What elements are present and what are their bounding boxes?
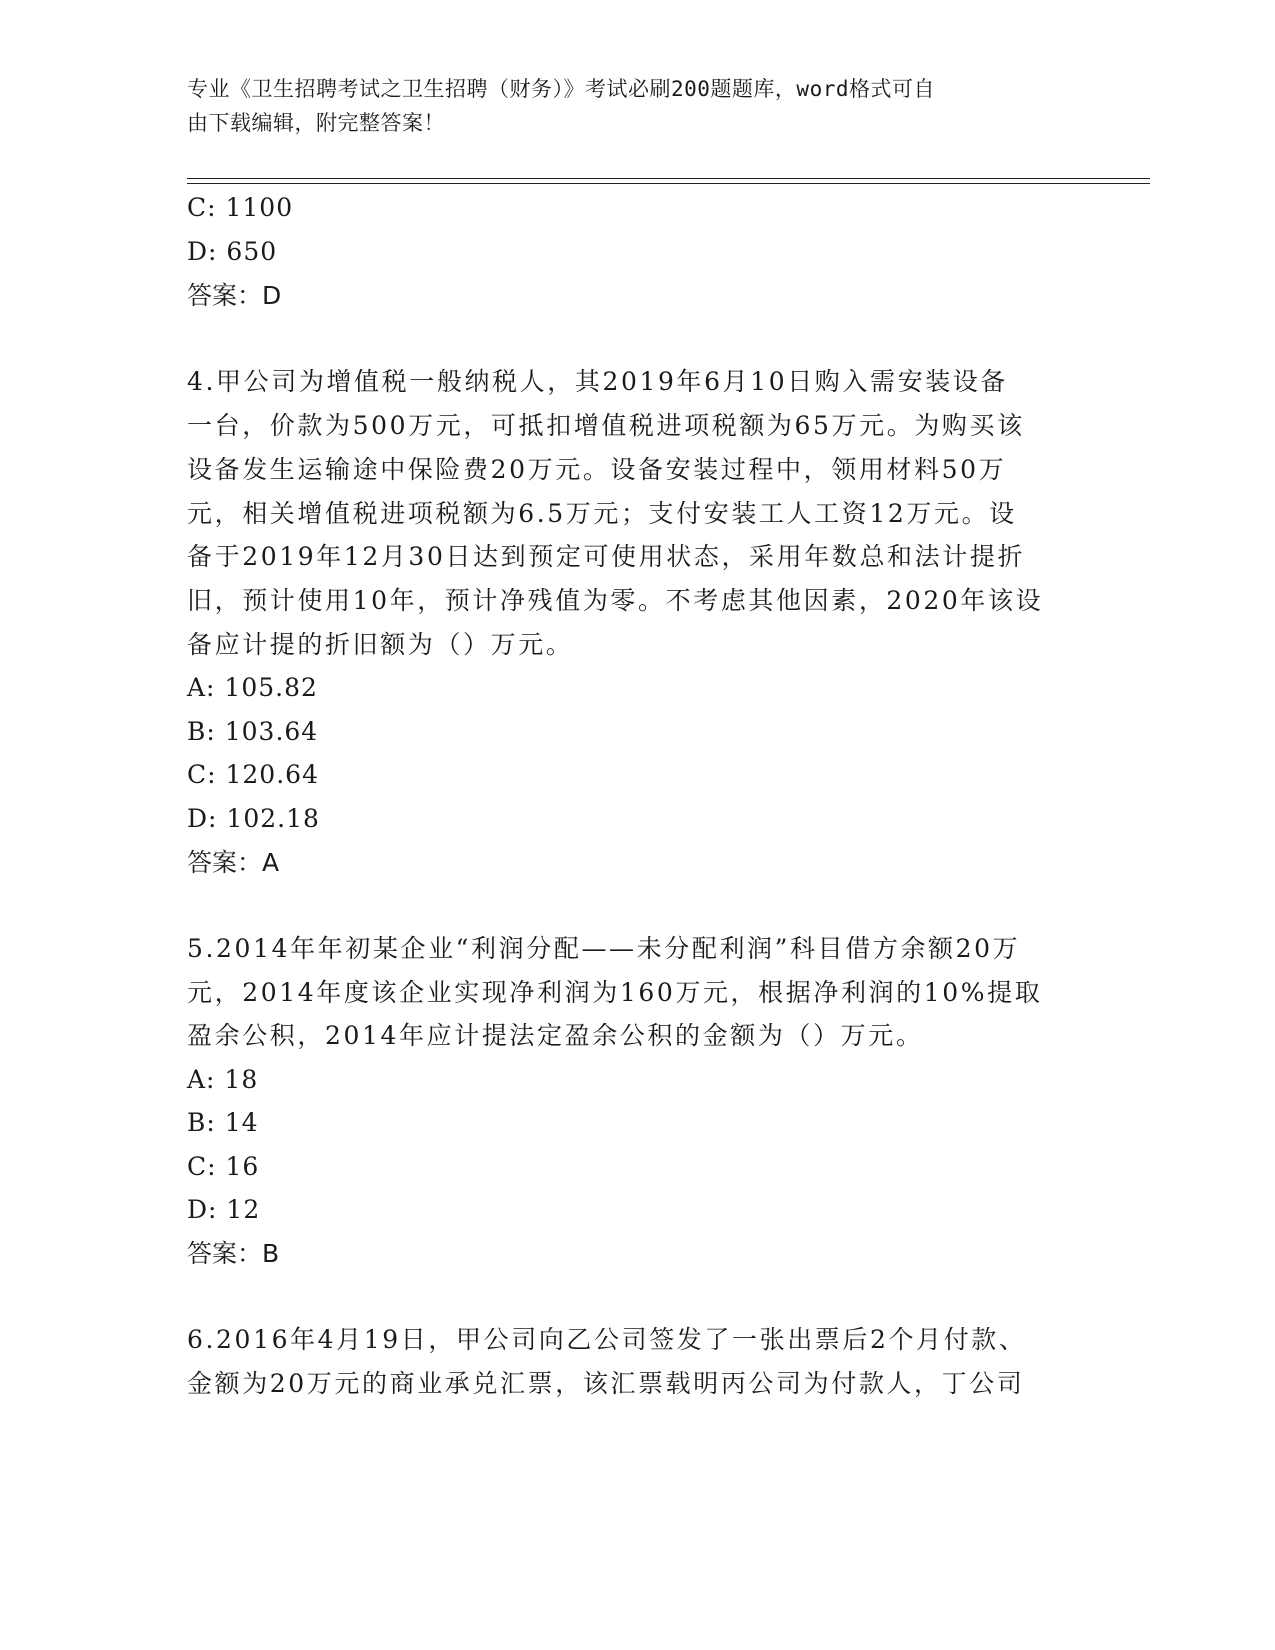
q3-answer: 答案：D: [187, 281, 282, 310]
q5-option-c: C: 16: [187, 1152, 260, 1181]
q4-option-b: B: 103.64: [187, 717, 319, 746]
q5-option-d: D: 12: [187, 1195, 261, 1224]
header-divider-top: [187, 178, 1150, 179]
header-title-line-2: 由下载编辑，附完整答案！: [187, 111, 445, 135]
q5-text-line-1: 5.2014年年初某企业“利润分配——未分配利润”科目借方余额20万: [187, 934, 1021, 963]
q3-option-c: C: 1100: [187, 193, 294, 222]
q5-text-line-3: 盈余公积，2014年应计提法定盈余公积的金额为（）万元。: [187, 1021, 924, 1050]
q4-text-line-3: 设备发生运输途中保险费20万元。设备安装过程中，领用材料50万: [187, 455, 1007, 484]
header-title-line-1: 专业《卫生招聘考试之卫生招聘（财务）》考试必刷200题题库，word格式可自: [187, 77, 935, 101]
q3-option-d: D: 650: [187, 237, 278, 266]
header-divider-bottom: [187, 183, 1150, 184]
q4-answer: 答案：A: [187, 848, 280, 877]
q5-option-b: B: 14: [187, 1108, 259, 1137]
q4-text-line-2: 一台，价款为500万元，可抵扣增值税进项税额为65万元。为购买该: [187, 411, 1025, 440]
q4-text-line-4: 元，相关增值税进项税额为6.5万元；支付安装工人工资12万元。设: [187, 499, 1017, 528]
q6-text-line-2: 金额为20万元的商业承兑汇票，该汇票载明丙公司为付款人，丁公司: [187, 1369, 1025, 1398]
q4-text-line-1: 4.甲公司为增值税一般纳税人，其2019年6月10日购入需安装设备: [187, 367, 1008, 396]
q5-text-line-2: 元，2014年度该企业实现净利润为160万元，根据净利润的10%提取: [187, 978, 1043, 1007]
q4-option-c: C: 120.64: [187, 760, 319, 789]
q4-option-a: A: 105.82: [187, 673, 318, 702]
q4-text-line-6: 旧，预计使用10年，预计净残值为零。不考虑其他因素，2020年该设: [187, 586, 1044, 615]
q5-option-a: A: 18: [187, 1065, 259, 1094]
q6-text-line-1: 6.2016年4月19日，甲公司向乙公司签发了一张出票后2个月付款、: [187, 1325, 1027, 1354]
q4-text-line-7: 备应计提的折旧额为（）万元。: [187, 630, 574, 659]
document-header: [187, 72, 1067, 140]
q4-option-d: D: 102.18: [187, 804, 320, 833]
q5-answer: 答案：B: [187, 1239, 280, 1268]
q4-text-line-5: 备于2019年12月30日达到预定可使用状态，采用年数总和法计提折: [187, 542, 1026, 571]
